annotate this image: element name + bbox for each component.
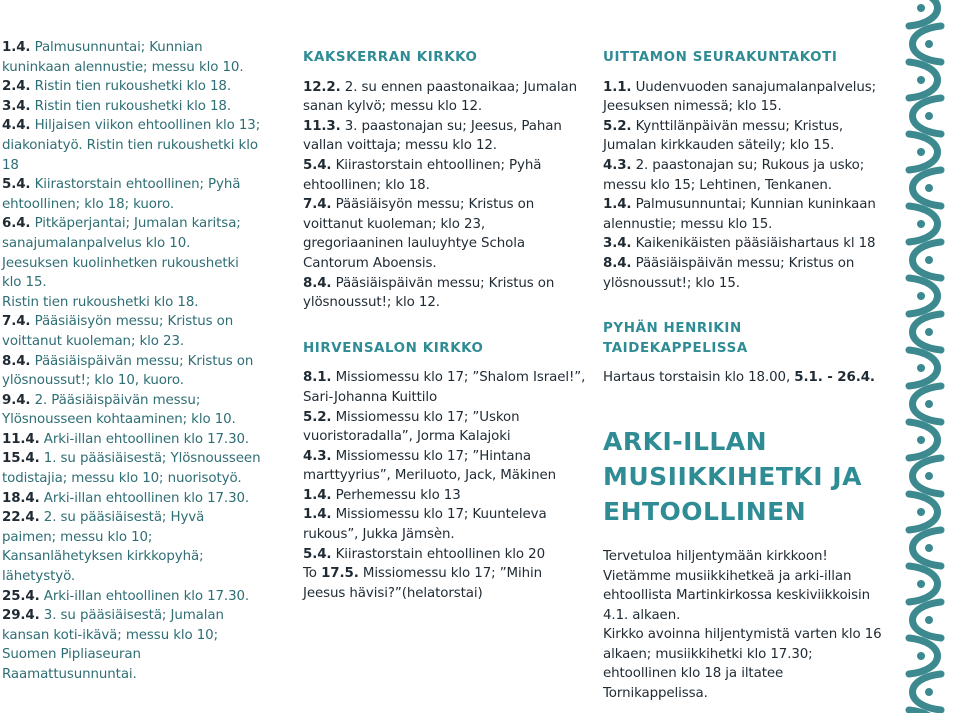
event-date: 6.4. [2,216,31,232]
event-date: 3.4. [603,236,632,252]
event-date: 1.4. [303,487,332,503]
event-date: 5.4. [303,546,332,562]
event-text: Ristin tien rukoushetki klo 18. [30,98,231,114]
section-heading-henrik: PYHÄN HENRIKIN TAIDEKAPPELISSA [603,321,748,356]
list-item [2,352,262,391]
event-text: 2. paastonajan su; Rukous ja usko; messu klo 15; Lehtinen, Tenkanen. [603,157,865,193]
feature-heading: ARKI-ILLAN MUSIIKKIHETKI JA EHTOOLLINEN [603,426,862,526]
list-item [2,97,262,117]
list-item [2,293,262,313]
event-date: 17.5. [321,566,359,582]
wave-dot [917,292,925,300]
event-date: 11.3. [303,118,341,134]
event-date: 8.1. [303,370,332,386]
column-1-events [2,38,262,685]
list-item [603,78,887,117]
wave-dot [917,364,925,372]
list-item [2,214,262,253]
section-heading-kakskerran: KAKSKERRAN KIRKKO [303,50,478,65]
event-text: 2. su ennen paastonaikaa; Jumalan sanan kylvö; messu klo 12. [303,79,577,115]
event-date: 1.1. [603,79,632,95]
list-item [303,486,588,506]
event-date: 1.4. [2,40,31,55]
note-dates: 5.1. - 26.4. [794,370,875,386]
event-date: 5.4. [303,157,332,173]
column-2-events [303,48,588,603]
event-text: Pääsiäisyön messu; Kristus on voittanut kuoleman; klo 23. [2,314,234,349]
event-text: Missiomessu klo 17; ”Mihin Jeesus hävisi?”(helatorstai) [303,566,543,601]
event-text: Perhemessu klo 13 [331,487,461,503]
wave-segment [909,0,938,26]
wave-dot [925,688,933,696]
list-item [603,234,887,254]
event-text: 1. su pääsiäisestä; Ylösnousseen todistajia; messu klo 10; nuorisotyö. [2,451,261,487]
decorative-wave-ornament [885,0,959,713]
event-date: 4.4. [2,118,31,134]
event-text: Pääsiäispäivän messu; Kristus on ylösnoussut!; klo 15. [603,255,855,291]
list-item [2,77,262,97]
event-text: Ristin tien rukoushetki klo 18. [30,79,231,95]
event-date: 8.4. [303,275,332,291]
event-date: 7.4. [2,314,31,330]
event-text: Missiomessu klo 17; Kuunteleva rukous”, Jukka Jämsèn. [303,507,547,543]
list-item [2,449,262,488]
event-text: Pääsiäisyön messu; Kristus on voittanut kuoleman; klo 23, gregoriaaninen lauluyhtye Schola Cantorum Aboensis. [303,197,535,271]
feature-paragraph-1: Tervetuloa hiljentymään kirkkoon! Vietämme musiikkihetkeä ja arki-illan ehtoollista Martinkirkossa keskiviikkoisin 4.1. alkaen. [603,548,871,623]
list-item [2,489,262,509]
list-item [2,254,262,293]
wave-dot [917,652,925,660]
event-text: Missiomessu klo 17; ”Shalom Israel!”, Sari-Johanna Kuittilo [303,370,586,405]
event-text: Missiomessu klo 17; ”Hintana marttyyrius”, Meriluoto, Jack, Mäkinen [303,448,557,484]
uittamo-list [603,78,887,294]
wave-dot [917,580,925,588]
list-item [2,430,262,450]
list-item [303,117,588,156]
event-date: 7.4. [303,197,332,213]
event-date: 4.3. [303,448,332,464]
event-text: 2. su pääsiäisestä; Hyvä paimen; messu klo 10; Kansanlähetyksen kirkkopyhä; lähetystyö. [2,510,205,585]
event-date: 11.4. [2,431,40,447]
event-date: 5.2. [603,118,632,134]
wave-dot [925,184,933,192]
event-text: Hiljaisen viikon ehtoollinen klo 13; diakoniatyö. Ristin tien rukoushetki klo 18 [2,118,261,173]
event-date: 2.4. [2,79,31,95]
section-heading-hirvensalo: HIRVENSALON KIRKKO [303,340,484,356]
list-item [303,545,588,565]
event-text: Jeesuksen kuolinhetken rukoushetki klo 15. [2,255,239,291]
event-text: Pitkäperjantai; Jumalan karitsa; sanajumalanpalvelus klo 10. [2,216,241,251]
wave-dot [925,40,933,48]
feature-paragraph-2: Kirkko avoinna hiljentymistä varten klo 16 alkaen; musiikkihetki klo 17.30; ehtoollinen klo 18 ja iltatee Tornikappelissa. [603,627,882,702]
event-text: Pääsiäispäivän messu; Kristus on ylösnoussut!; klo 10, kuoro. [2,353,254,389]
wave-dot [917,436,925,444]
wave-dot [925,616,933,624]
list-item [603,117,887,156]
wave-dot [917,4,925,12]
event-date: 29.4. [2,608,40,624]
wave-dot [925,112,933,120]
list-item [2,587,262,607]
list-item [303,447,588,486]
event-text: Uudenvuoden sanajumalanpalvelus; Jeesuksen nimessä; klo 15. [603,79,877,115]
event-text: 2. Pääsiäispäivän messu; Ylösnousseen kohtaaminen; klo 10. [2,392,236,428]
event-date: 22.4. [2,510,40,526]
devotion-note [603,368,887,388]
event-date: 12.2. [303,79,341,95]
list-item [603,254,887,293]
list-item [2,175,262,214]
event-text: Pääsiäispäivän messu; Kristus on ylösnoussut!; klo 12. [303,275,555,311]
list-item [2,312,262,351]
wave-dot [917,76,925,84]
list-item [303,274,588,313]
event-text: Palmusunnuntai; Kunnian kuninkaan alennustie; messu klo 15. [603,197,876,232]
wave-dot [917,508,925,516]
event-text: Ristin tien rukoushetki klo 18. [2,294,199,310]
list-item [2,116,262,175]
event-date: 1.4. [603,197,632,213]
list-item [2,391,262,430]
event-date: 1.4. [303,507,332,523]
list-item [303,195,588,273]
wave-dot [917,148,925,156]
event-text: Kaikenikäisten pääsiäishartaus kl 18 [631,236,876,252]
event-text: Arki-illan ehtoollinen klo 17.30. [39,588,250,604]
event-date: 5.4. [2,177,31,193]
wave-dot [925,400,933,408]
kakskerran-list [303,78,588,313]
list-item [303,78,588,117]
list-item [303,408,588,447]
list-item [603,156,887,195]
event-date: 9.4. [2,392,31,408]
list-item [303,368,588,407]
event-text: 3. paastonajan su; Jeesus, Pahan vallan voittaja; messu klo 12. [303,118,562,154]
wave-dot [917,220,925,228]
event-text: Palmusunnuntai; Kunnian kuninkaan alennustie; messu klo 10. [2,40,244,75]
event-date: 4.3. [603,157,632,173]
event-text: Missiomessu klo 17; ”Uskon vuoristoradalla”, Jorma Kalajoki [303,409,520,445]
event-text: 3. su pääsiäisestä; Jumalan kansan koti-ikävä; messu klo 10; Suomen Pipliaseuran Raamattusunnuntai. [2,608,224,682]
wave-dot [925,256,933,264]
list-item [2,606,262,684]
section-heading-uittamo: UITTAMON SEURAKUNTAKOTI [603,50,838,65]
hirvensalo-list [303,368,588,564]
wave-dot [925,472,933,480]
event-date: 15.4. [2,451,40,467]
event-date: 8.4. [603,255,632,271]
list-item [303,505,588,544]
list-item [2,38,262,77]
event-text: Kiirastorstain ehtoollinen klo 20 [331,546,545,562]
list-item [603,195,887,234]
list-item [303,564,588,603]
note-text: Hartaus torstaisin klo 18.00, [603,370,795,386]
list-item [303,156,588,195]
event-text: Arki-illan ehtoollinen klo 17.30. [39,490,250,506]
weekday-prefix: To [303,566,322,582]
event-date: 5.2. [303,409,332,425]
event-date: 3.4. [2,98,31,114]
wave-dot [925,328,933,336]
wave-dot [925,544,933,552]
event-text: Kiirastorstain ehtoollinen; Pyhä ehtoollinen; klo 18. [303,157,542,193]
event-text: Kiirastorstain ehtoollinen; Pyhä ehtoollinen; klo 18; kuoro. [2,177,241,212]
event-date: 8.4. [2,353,31,369]
event-text: Kynttilänpäivän messu; Kristus, Jumalan kirkkauden säteily; klo 15. [603,118,844,154]
event-date: 25.4. [2,588,40,604]
list-item [2,508,262,586]
event-date: 18.4. [2,490,40,506]
event-text: Arki-illan ehtoollinen klo 17.30. [39,431,250,447]
column-3-events [603,48,887,704]
